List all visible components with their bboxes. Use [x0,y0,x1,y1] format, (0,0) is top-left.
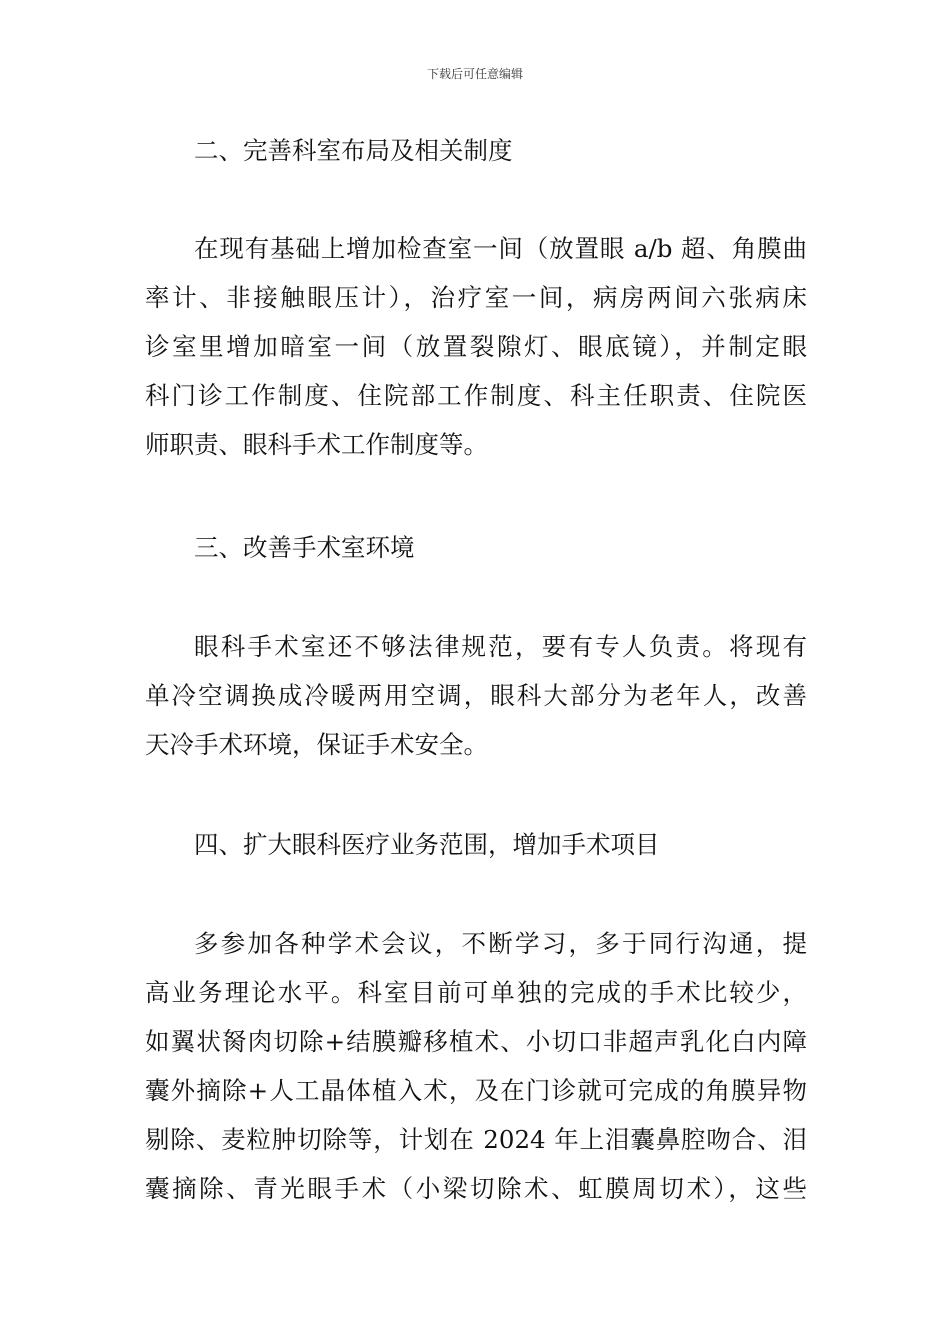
paragraph-line: 在现有基础上增加检查室一间（放置眼 a/b 超、角膜曲 [194,234,807,263]
paragraph-line: 囊外摘除+人工晶体植入术，及在门诊就可完成的角膜异物 [145,1076,807,1105]
heading-line: 二、完善科室布局及相关制度 [194,136,513,165]
paragraph-line: 师职责、眼科手术工作制度等。 [145,430,488,459]
paragraph-line: 囊摘除、青光眼手术（小梁切除术、虹膜周切术），这些 [145,1174,807,1203]
paragraph-line: 剔除、麦粒肿切除等，计划在 2024 年上泪囊鼻腔吻合、泪 [145,1125,807,1154]
heading-line: 四、扩大眼科医疗业务范围，增加手术项目 [194,830,660,859]
paragraph-scope [145,919,807,1213]
paragraph-line: 天冷手术环境，保证手术安全。 [145,730,488,759]
paragraph-line: 率计、非接触眼压计），治疗室一间，病房两间六张病床 [145,283,807,312]
paragraph-line: 诊室里增加暗室一间（放置裂隙灯、眼底镜），并制定眼 [145,332,807,361]
paragraph-line: 科门诊工作制度、住院部工作制度、科主任职责、住院医 [145,381,807,410]
paragraph-line: 眼科手术室还不够法律规范，要有专人负责。将现有 [194,632,807,661]
paragraph-line: 多参加各种学术会议，不断学习，多于同行沟通，提 [194,929,807,958]
heading-line: 三、改善手术室环境 [194,533,415,562]
section-heading-2 [145,126,807,175]
paragraph-line: 单冷空调换成冷暖两用空调，眼科大部分为老年人，改善 [145,681,807,710]
page-header: 下载后可任意编辑 [426,67,523,81]
paragraph-line: 如翼状胬肉切除+结膜瓣移植术、小切口非超声乳化白内障 [145,1027,807,1056]
section-heading-4 [145,820,807,869]
section-heading-3 [145,523,807,572]
paragraph-line: 高业务理论水平。科室目前可单独的完成的手术比较少， [145,978,807,1007]
paragraph-operating-room [145,622,807,769]
paragraph-layout [145,224,807,469]
